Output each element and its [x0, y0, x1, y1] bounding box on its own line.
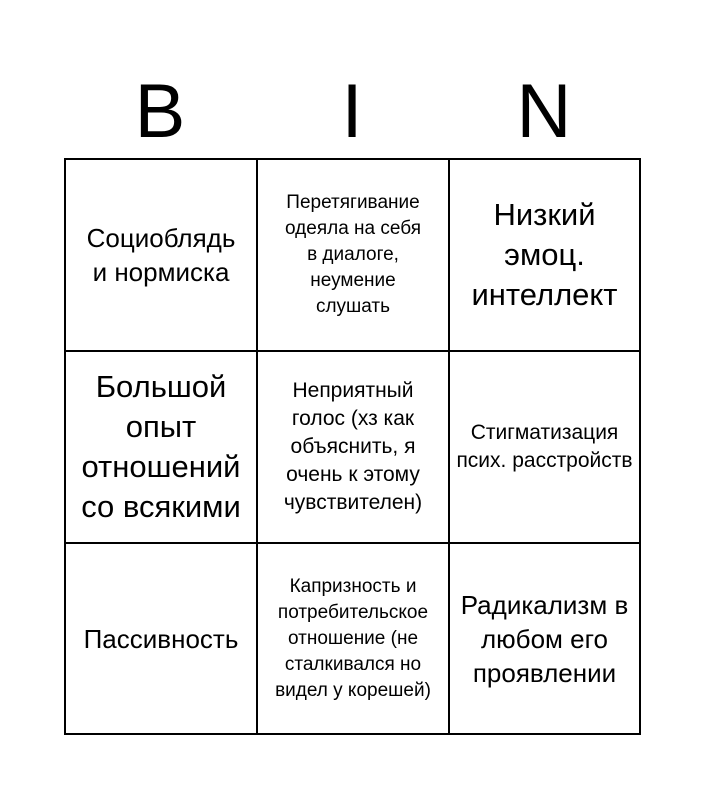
bingo-cell-text: Низкий эмоц. интеллект	[471, 197, 618, 312]
bingo-cell-2[interactable]	[258, 160, 450, 352]
bingo-cell-text: Капризность и потребительское отношение (не сталкивался но видел у корешей)	[275, 575, 431, 701]
header-letter-n: N	[516, 69, 572, 154]
bingo-cell-3[interactable]	[450, 160, 641, 352]
bingo-cell-text: Перетягивание одеяла на себя в диалоге, неумение слушать	[285, 192, 421, 317]
header-letter-b: B	[134, 69, 186, 154]
bingo-cell-9[interactable]	[450, 544, 641, 735]
bingo-cell-7[interactable]	[66, 544, 258, 735]
bingo-cell-text: Пассивность	[83, 623, 239, 654]
bingo-cell-5[interactable]	[258, 352, 450, 544]
bingo-cell-text: Неприятный голос (хз как объяснить, я очень к этому чувствителен)	[283, 379, 423, 514]
bingo-cell-8[interactable]	[258, 544, 450, 735]
bingo-cell-text: Большой опыт отношений со всякими	[81, 369, 241, 524]
bingo-cell-text: Социоблядь и нормиска	[86, 223, 236, 287]
bingo-cell-text: Радикализм в любом его проявлении	[460, 589, 629, 688]
header-letter-i: I	[341, 69, 363, 154]
bingo-board	[64, 158, 641, 735]
bingo-cell-6[interactable]	[450, 352, 641, 544]
bingo-cell-4[interactable]	[66, 352, 258, 544]
bingo-cell-text: Стигматизация псих. расстройств	[456, 421, 633, 472]
bingo-cell-1[interactable]	[66, 160, 258, 352]
